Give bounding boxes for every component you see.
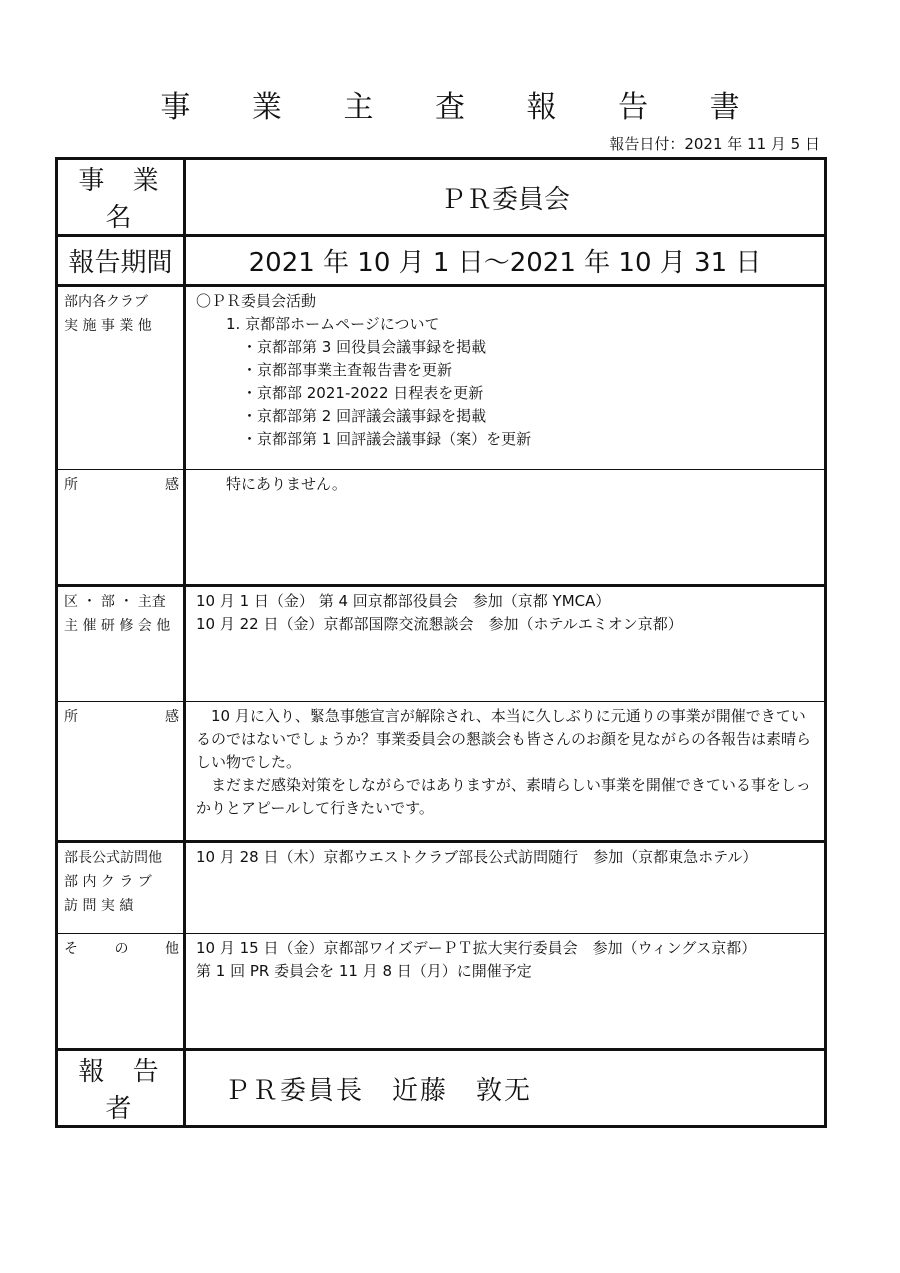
report-period-row bbox=[57, 236, 826, 286]
report-period-value: 2021 年 10 月 1 日～2021 年 10 月 31 日 bbox=[185, 236, 826, 286]
section2-item: 10 月 1 日（金） 第 4 回京都部役員会 参加（京都 YMCA） bbox=[196, 592, 611, 610]
section2-content bbox=[185, 586, 826, 702]
impression1-label bbox=[57, 470, 185, 586]
others-item: 10 月 15 日（金）京都部ワイズデーＰＴ拡大実行委員会 参加（ウィングス京都） bbox=[196, 939, 757, 957]
section1-subitem: ・京都部第 2 回評議会議事録を掲載 bbox=[242, 407, 487, 425]
section1-subitem: ・京都部第 3 回役員会議事録を掲載 bbox=[242, 338, 487, 356]
reporter-value: ＰＲ委員長 近藤 敦无 bbox=[185, 1050, 826, 1127]
others-label-left: そ bbox=[64, 941, 78, 957]
business-name-value: ＰＲ委員会 bbox=[185, 159, 826, 236]
others-item: 第 1 回 PR 委員会を 11 月 8 日（月）に開催予定 bbox=[196, 962, 532, 980]
section3-label-line-3: 訪 問 実 績 bbox=[64, 898, 134, 914]
section2-row bbox=[57, 586, 826, 702]
document-title: 事 業 主 査 報 告 書 bbox=[160, 90, 766, 125]
section1-row bbox=[57, 286, 826, 470]
section1-content bbox=[185, 286, 826, 470]
others-label bbox=[57, 934, 185, 1050]
impression1-text: 特にありません。 bbox=[226, 475, 347, 493]
impression2-row bbox=[57, 702, 826, 842]
impression1-label-left: 所 bbox=[64, 477, 78, 493]
section1-label bbox=[57, 286, 185, 470]
section3-content bbox=[185, 842, 826, 934]
section1-heading: 〇ＰＲ委員会活動 bbox=[196, 292, 317, 310]
reporter-label: 報 告 者 bbox=[57, 1050, 185, 1127]
section3-label-line-1: 部長公式訪問他 bbox=[64, 850, 162, 866]
section3-label-line-2: 部 内 ク ラ ブ bbox=[64, 874, 152, 890]
impression2-paragraph-2: まだまだ感染対策をしながらではありますが、素晴らしい事業を開催できている事をしっかりとアピールして行きたいです。 bbox=[196, 776, 811, 817]
business-name-row bbox=[57, 159, 826, 236]
section3-label bbox=[57, 842, 185, 934]
impression1-content bbox=[185, 470, 826, 586]
business-name-label: 事 業 名 bbox=[57, 159, 185, 236]
section3-row bbox=[57, 842, 826, 934]
others-content bbox=[185, 934, 826, 1050]
section1-label-line-2: 実 施 事 業 他 bbox=[64, 318, 152, 334]
section2-label-line-2: 主 催 研 修 会 他 bbox=[64, 618, 171, 634]
report-table bbox=[55, 157, 827, 1128]
section1-subitem: ・京都部第 1 回評議会議事録（案）を更新 bbox=[242, 430, 532, 448]
impression2-paragraph-1: 10 月に入り、緊急事態宣言が解除され、本当に久しぶりに元通りの事業が開催できているのではないでしょうか？事業委員会の懇談会も皆さんのお顔を見ながらの各報告は素晴らしい物でした。 bbox=[196, 707, 812, 771]
section2-label bbox=[57, 586, 185, 702]
impression2-content bbox=[185, 702, 826, 842]
others-row bbox=[57, 934, 826, 1050]
impression1-label-right: 感 bbox=[165, 477, 179, 493]
report-date: 報告日付：2021 年 11 月 5 日 bbox=[609, 135, 820, 153]
section1-subitem: ・京都部 2021-2022 日程表を更新 bbox=[242, 384, 484, 402]
section1-subitem: ・京都部事業主査報告書を更新 bbox=[242, 361, 453, 379]
others-label-right: 他 bbox=[165, 941, 179, 957]
impression2-label-right: 感 bbox=[165, 709, 179, 725]
impression1-row bbox=[57, 470, 826, 586]
section2-item: 10 月 22 日（金）京都部国際交流懇談会 参加（ホテルエミオン京都） bbox=[196, 615, 683, 633]
section1-item: 1. 京都部ホームページについて bbox=[226, 315, 440, 333]
impression2-label bbox=[57, 702, 185, 842]
section3-item: 10 月 28 日（木）京都ウエストクラブ部長公式訪問随行 参加（京都東急ホテル） bbox=[196, 848, 758, 866]
reporter-row bbox=[57, 1050, 826, 1127]
impression2-label-left: 所 bbox=[64, 709, 78, 725]
report-period-label: 報告期間 bbox=[57, 236, 185, 286]
others-label-mid: の bbox=[114, 941, 129, 957]
section2-label-line-1: 区 ・ 部 ・ 主査 bbox=[64, 594, 166, 610]
section1-label-line-1: 部内各クラブ bbox=[64, 294, 148, 310]
